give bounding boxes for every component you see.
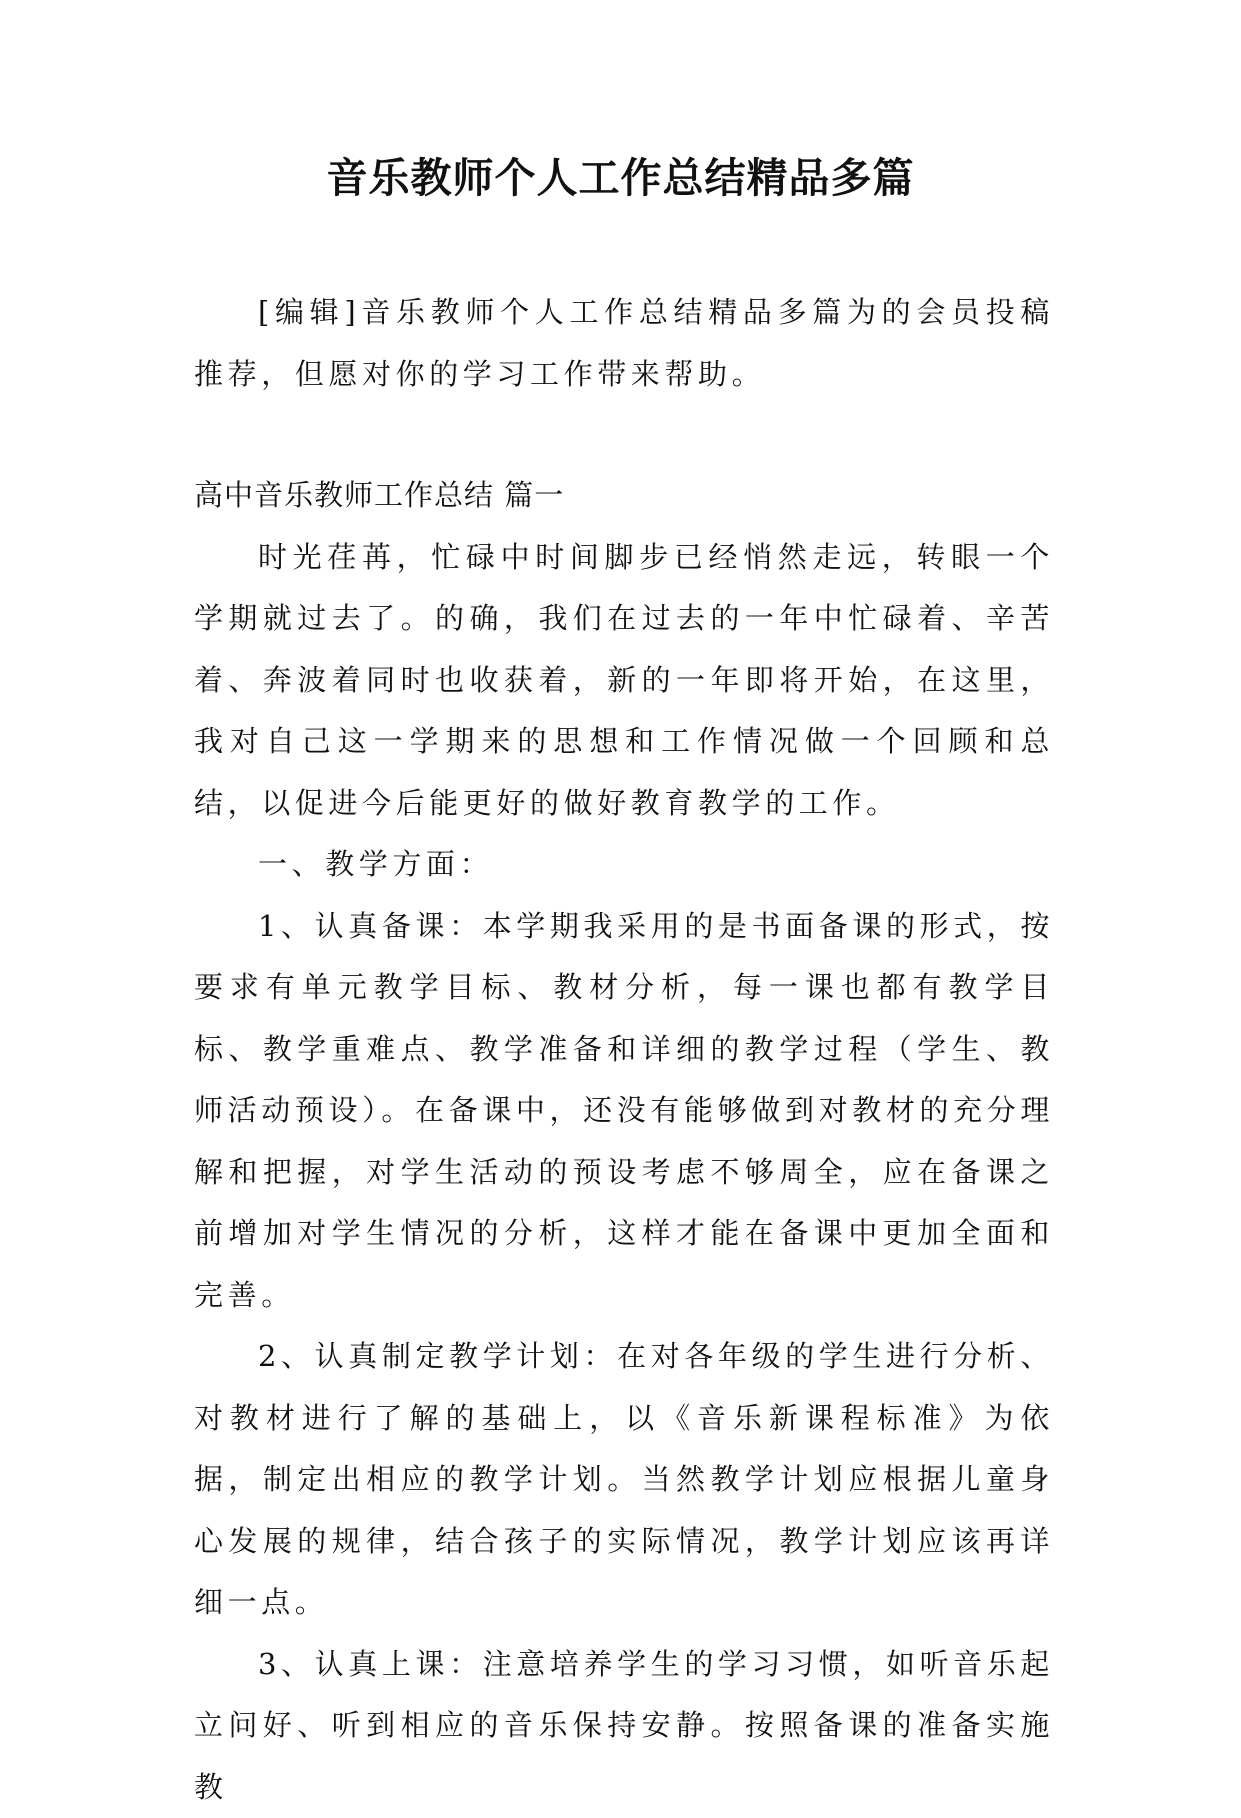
document-body <box>194 282 1054 1818</box>
document-title: 音乐教师个人工作总结精品多篇 <box>0 148 1241 208</box>
intro-paragraph: [编辑]音乐教师个人工作总结精品多篇为的会员投稿推荐，但愿对你的学习工作带来帮助。 <box>194 282 1054 405</box>
section-heading: 高中音乐教师工作总结 篇一 <box>194 465 1054 527</box>
body-paragraph: 2、认真制定教学计划：在对各年级的学生进行分析、对教材进行了解的基础上，以《音乐新课程标准》为依据，制定出相应的教学计划。当然教学计划应根据儿童身心发展的规律，结合孩子的实际情况，教学计划应该再详细一点。 <box>194 1326 1054 1634</box>
body-paragraph: 3、认真上课：注意培养学生的学习习惯，如听音乐起立问好、听到相应的音乐保持安静。按照备课的准备实施教 <box>194 1634 1054 1818</box>
subsection-heading: 一、教学方面： <box>194 834 1054 896</box>
body-paragraph: 1、认真备课：本学期我采用的是书面备课的形式，按要求有单元教学目标、教材分析，每一课也都有教学目标、教学重难点、教学准备和详细的教学过程（学生、教师活动预设）。在备课中，还没有能够做到对教材的充分理解和把握，对学生活动的预设考虑不够周全，应在备课之前增加对学生情况的分析，这样才能在备课中更加全面和完善。 <box>194 896 1054 1327</box>
body-paragraph: 时光荏苒，忙碌中时间脚步已经悄然走远，转眼一个学期就过去了。的确，我们在过去的一年中忙碌着、辛苦着、奔波着同时也收获着，新的一年即将开始，在这里，我对自己这一学期来的思想和工作情况做一个回顾和总结，以促进今后能更好的做好教育教学的工作。 <box>194 527 1054 835</box>
